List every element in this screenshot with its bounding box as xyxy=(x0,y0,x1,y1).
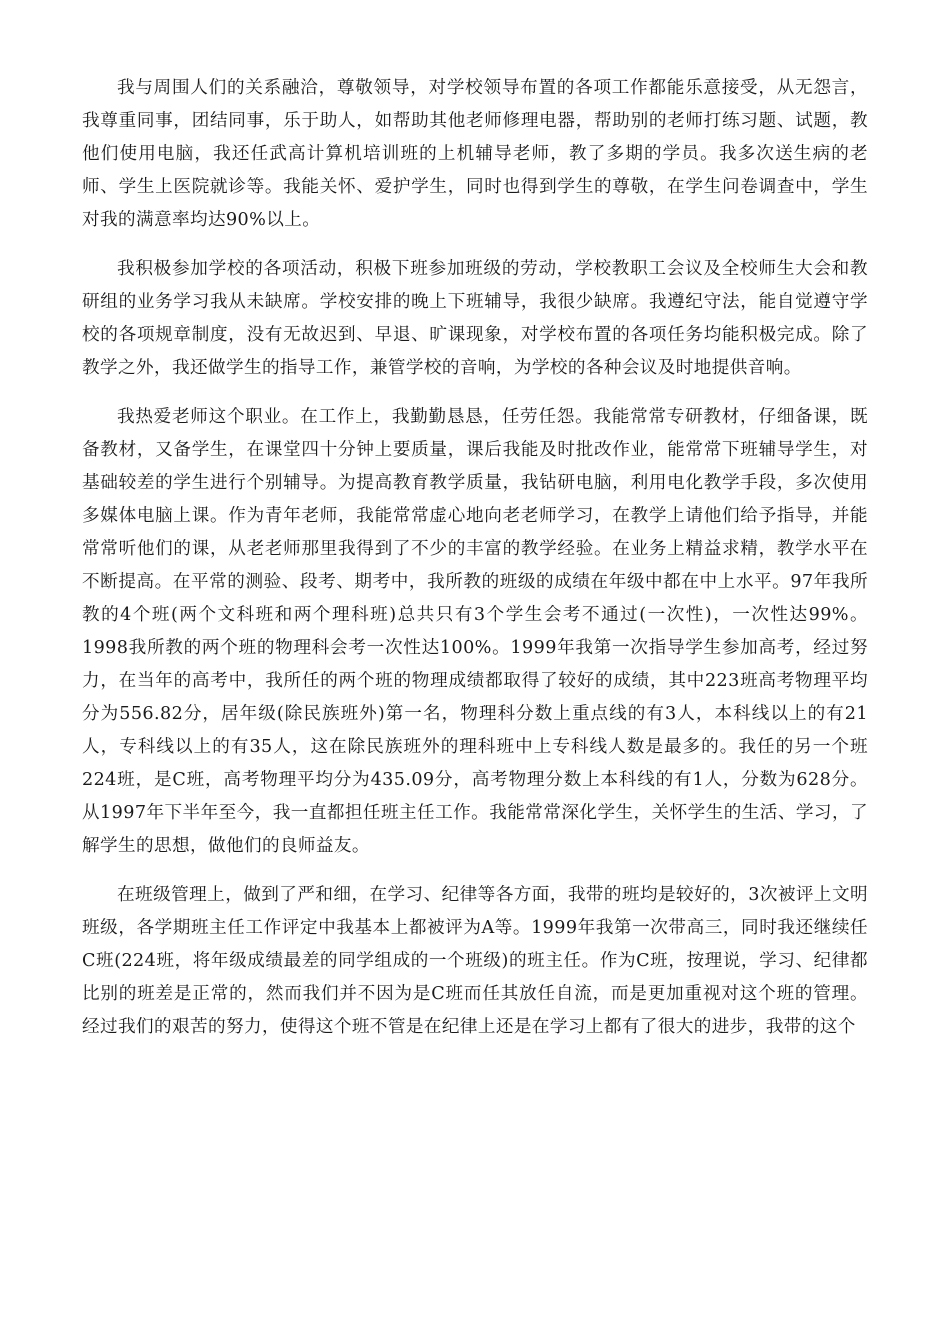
paragraph-activities: 我积极参加学校的各项活动，积极下班参加班级的劳动，学校教职工会议及全校师生大会和教研组的业务学习我从未缺席。学校安排的晚上下班辅导，我很少缺席。我遵纪守法，能自觉遵守学校的各项规章制度，没有无故迟到、早退、旷课现象，对学校布置的各项任务均能积极完成。除了教学之外，我还做学生的指导工作，兼管学校的音响，为学校的各种会议及时地提供音响。 xyxy=(82,259,868,378)
document-page xyxy=(82,72,868,1060)
paragraph-teaching: 我热爱老师这个职业。在工作上，我勤勤恳恳，任劳任怨。我能常常专研教材，仔细备课，既备教材，又备学生，在课堂四十分钟上要质量，课后我能及时批改作业，能常常下班辅导学生，对基础较差的学生进行个别辅导。为提高教育教学质量，我钻研电脑，利用电化教学手段，多次使用多媒体电脑上课。作为青年老师，我能常常虚心地向老老师学习，在教学上请他们给予指导，并能常常听他们的课，从老老师那里我得到了不少的丰富的教学经验。在业务上精益求精，教学水平在不断提高。在平常的测验、段考、期考中，我所教的班级的成绩在年级中都在中上水平。97年我所教的4个班(两个文科班和两个理科班)总共只有3个学生会考不通过(一次性)，一次性达99%。1998我所教的两个班的物理科会考一次性达100%。1999年我第一次指导学生参加高考，经过努力，在当年的高考中，我所任的两个班的物理成绩都取得了较好的成绩，其中223班高考物理平均分为556.82分，居年级(除民族班外)第一名，物理科分数上重点线的有3人，本科线以上的有21人，专科线以上的有35人，这在除民族班外的理科班中上专科线人数是最多的。我任的另一个班224班，是C班，高考物理平均分为435.09分，高考物理分数上本科线的有1人，分数为628分。从1997年下半年至今，我一直都担任班主任工作。我能常常深化学生，关怀学生的生活、学习，了解学生的思想，做他们的良师益友。 xyxy=(82,407,868,856)
paragraph-class-management: 在班级管理上，做到了严和细，在学习、纪律等各方面，我带的班均是较好的，3次被评上文明班级，各学期班主任工作评定中我基本上都被评为A等。1999年我第一次带高三，同时我还继续任C班(224班，将年级成绩最差的同学组成的一个班级)的班主任。作为C班，按理说，学习、纪律都比别的班差是正常的，然而我们并不因为是C班而任其放任自流，而是更加重视对这个班的管理。经过我们的艰苦的努力，使得这个班不管是在纪律上还是在学习上都有了很大的进步，我带的这个 xyxy=(82,885,868,1037)
paragraph-relationships: 我与周围人们的关系融洽，尊敬领导，对学校领导布置的各项工作都能乐意接受，从无怨言，我尊重同事，团结同事，乐于助人，如帮助其他老师修理电器，帮助别的老师打练习题、试题，教他们使用电脑，我还任武高计算机培训班的上机辅导老师，教了多期的学员。我多次送生病的老师、学生上医院就诊等。我能关怀、爱护学生，同时也得到学生的尊敬，在学生问卷调查中，学生对我的满意率均达90%以上。 xyxy=(82,78,868,230)
